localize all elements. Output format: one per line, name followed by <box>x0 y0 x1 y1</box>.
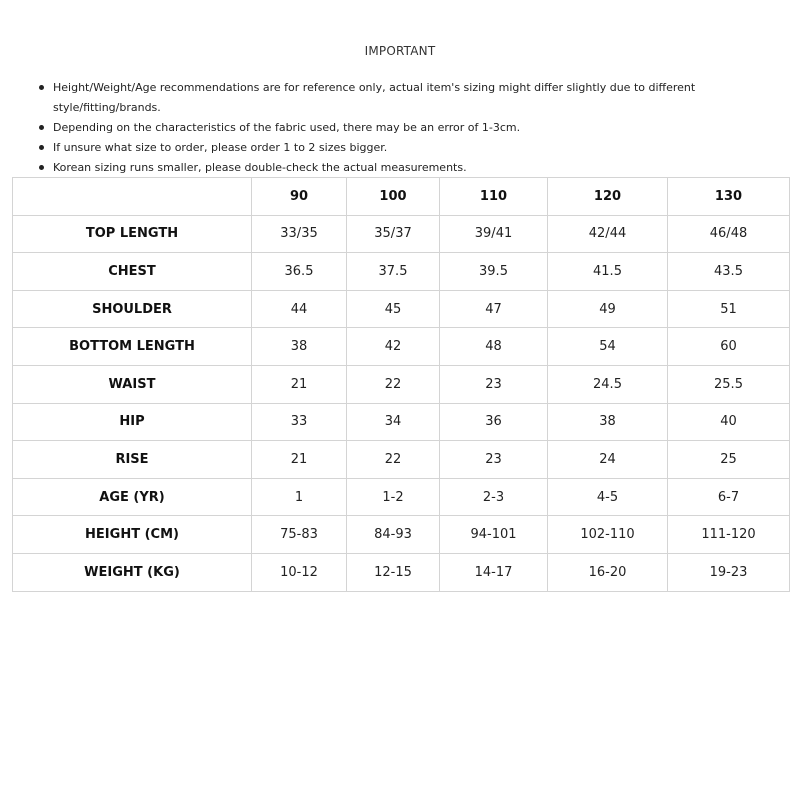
table-cell: 33 <box>252 403 347 441</box>
table-cell: 1-2 <box>347 478 440 516</box>
table-cell: 102-110 <box>548 516 668 554</box>
table-cell: 111-120 <box>668 516 790 554</box>
row-label: RISE <box>13 441 252 479</box>
table-cell: 1 <box>252 478 347 516</box>
table-cell: 48 <box>440 328 548 366</box>
size-header-90: 90 <box>252 178 347 216</box>
table-cell: 49 <box>548 290 668 328</box>
table-cell: 35/37 <box>347 215 440 253</box>
note-item: Height/Weight/Age recommendations are for reference only, actual item's sizing might differ slightly due to different style/fitting/brands. <box>37 78 782 118</box>
note-item: If unsure what size to order, please order 1 to 2 sizes bigger. <box>37 138 782 158</box>
size-chart-table <box>12 177 790 592</box>
size-header-120: 120 <box>548 178 668 216</box>
table-cell: 39.5 <box>440 253 548 291</box>
table-row-shoulder <box>13 290 790 328</box>
table-cell: 45 <box>347 290 440 328</box>
table-cell: 19-23 <box>668 553 790 591</box>
row-label: HIP <box>13 403 252 441</box>
table-row-rise <box>13 441 790 479</box>
row-label: TOP LENGTH <box>13 215 252 253</box>
table-row-bottom-length <box>13 328 790 366</box>
table-cell: 21 <box>252 441 347 479</box>
table-cell: 12-15 <box>347 553 440 591</box>
table-header-row <box>13 178 790 216</box>
table-cell: 84-93 <box>347 516 440 554</box>
table-cell: 23 <box>440 441 548 479</box>
size-header-110: 110 <box>440 178 548 216</box>
table-cell: 25.5 <box>668 365 790 403</box>
table-cell: 46/48 <box>668 215 790 253</box>
table-cell: 38 <box>252 328 347 366</box>
table-cell: 33/35 <box>252 215 347 253</box>
row-label: WEIGHT (KG) <box>13 553 252 591</box>
table-cell: 42/44 <box>548 215 668 253</box>
table-cell: 60 <box>668 328 790 366</box>
table-cell: 38 <box>548 403 668 441</box>
table-cell: 75-83 <box>252 516 347 554</box>
table-cell: 21 <box>252 365 347 403</box>
table-cell: 42 <box>347 328 440 366</box>
size-header-100: 100 <box>347 178 440 216</box>
table-row-weight <box>13 553 790 591</box>
table-cell: 94-101 <box>440 516 548 554</box>
table-cell: 16-20 <box>548 553 668 591</box>
table-cell: 36 <box>440 403 548 441</box>
table-row-chest <box>13 253 790 291</box>
table-cell: 37.5 <box>347 253 440 291</box>
table-cell: 47 <box>440 290 548 328</box>
table-cell: 25 <box>668 441 790 479</box>
table-cell: 36.5 <box>252 253 347 291</box>
note-item: Korean sizing runs smaller, please double-check the actual measurements. <box>37 158 782 178</box>
table-row-top-length <box>13 215 790 253</box>
important-notes-list <box>37 78 782 178</box>
table-cell: 39/41 <box>440 215 548 253</box>
row-label: CHEST <box>13 253 252 291</box>
table-cell: 40 <box>668 403 790 441</box>
table-row-waist <box>13 365 790 403</box>
table-cell: 24 <box>548 441 668 479</box>
table-cell: 10-12 <box>252 553 347 591</box>
row-label: WAIST <box>13 365 252 403</box>
table-cell: 24.5 <box>548 365 668 403</box>
size-header-130: 130 <box>668 178 790 216</box>
table-cell: 23 <box>440 365 548 403</box>
table-row-height <box>13 516 790 554</box>
table-cell: 14-17 <box>440 553 548 591</box>
table-cell: 4-5 <box>548 478 668 516</box>
table-row-hip <box>13 403 790 441</box>
note-item: Depending on the characteristics of the fabric used, there may be an error of 1-3cm. <box>37 118 782 138</box>
table-cell: 51 <box>668 290 790 328</box>
table-cell: 2-3 <box>440 478 548 516</box>
table-cell: 6-7 <box>668 478 790 516</box>
table-cell: 41.5 <box>548 253 668 291</box>
table-cell: 22 <box>347 365 440 403</box>
header-corner-cell <box>13 178 252 216</box>
table-cell: 44 <box>252 290 347 328</box>
row-label: AGE (YR) <box>13 478 252 516</box>
table-cell: 54 <box>548 328 668 366</box>
row-label: HEIGHT (CM) <box>13 516 252 554</box>
row-label: SHOULDER <box>13 290 252 328</box>
table-cell: 34 <box>347 403 440 441</box>
row-label: BOTTOM LENGTH <box>13 328 252 366</box>
table-row-age <box>13 478 790 516</box>
table-cell: 22 <box>347 441 440 479</box>
table-cell: 43.5 <box>668 253 790 291</box>
page-title: IMPORTANT <box>364 44 436 58</box>
